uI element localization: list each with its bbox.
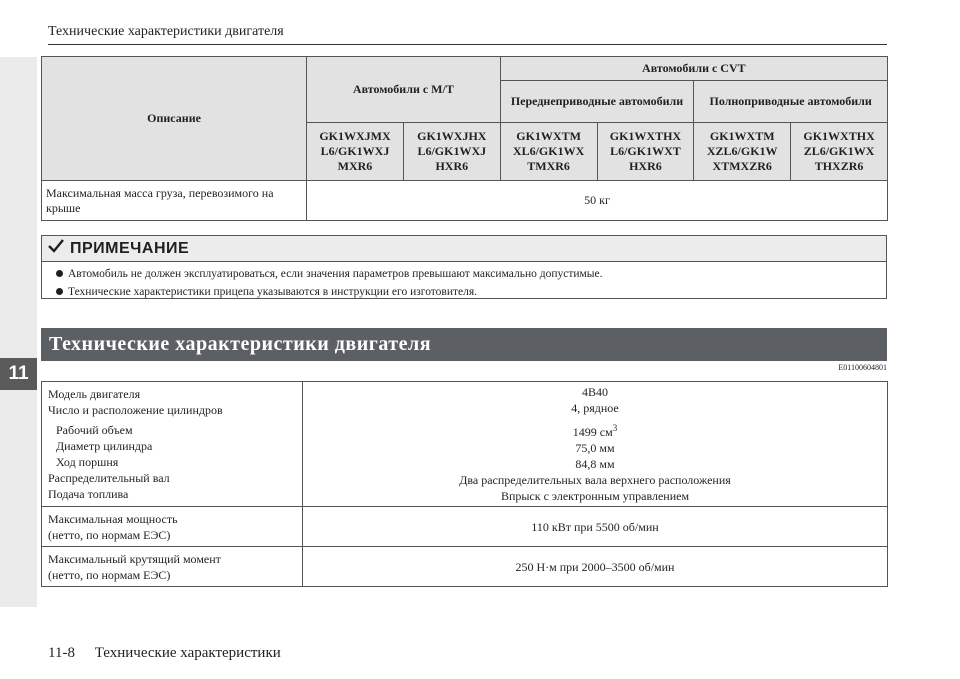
note-item: Автомобиль не должен эксплуатироваться, если значения параметров превышают максимально допустимые. [56,265,876,283]
roof-load-label: Максимальная масса груза, перевозимого на крыше [42,181,307,221]
note-item: Технические характеристики прицепа указываются в инструкции его изготовителя. [56,283,876,301]
spec-label: Подача топлива [48,487,129,501]
spec-label: Диаметр цилиндра [56,439,153,453]
spec-label: Рабочий объем [56,423,133,437]
mt-header: Автомобили с M/T [307,57,501,123]
spec-label: Число и расположение цилиндров [48,403,223,417]
spec-superscript: 3 [612,423,618,433]
engine-values [303,382,888,507]
spec-value: 1499 см [572,425,613,439]
note-header [42,236,886,262]
spec-label: Распределительный вал [48,471,170,485]
section-code: E01100604801 [838,363,887,372]
spec-label: (нетто, по нормам ЕЭС) [48,527,171,542]
awd-header: Полноприводные автомобили [694,81,888,123]
model-code: GK1WXTM XL6/GK1WX TMXR6 [500,123,597,181]
cvt-header: Автомобили с CVT [500,57,887,81]
spec-value: 4, рядное [571,401,619,415]
spec-value-displacement [309,420,881,440]
note-title: ПРИМЕЧАНИЕ [70,239,190,257]
chapter-sidebar [0,57,37,607]
spec-value: Впрыск с электронным управлением [500,489,690,503]
fwd-header: Переднеприводные автомобили [500,81,694,123]
torque-label [42,547,303,587]
page-footer [48,645,281,662]
page-number: 11-8 [48,645,75,661]
footer-title: Технические характеристики [94,645,281,661]
spec-label: (нетто, по нормам ЕЭС) [48,567,171,582]
spec-label: Модель двигателя [48,387,141,401]
spec-label: Максимальная мощность [48,511,178,526]
power-value: 110 кВт при 5500 об/мин [303,507,888,547]
model-code: GK1WXJHX L6/GK1WXJ HXR6 [403,123,500,181]
model-code: GK1WXJMX L6/GK1WXJ MXR6 [307,123,404,181]
torque-value: 250 Н·м при 2000–3500 об/мин [303,547,888,587]
note-check-icon [48,239,64,258]
section-title: Технические характеристики двигателя [41,328,887,361]
description-header: Описание [42,57,307,181]
engine-labels [42,382,303,507]
model-code: GK1WXTHX L6/GK1WXT HXR6 [597,123,694,181]
running-header: Технические характеристики двигателя [48,24,284,39]
chapter-tab: 11 [0,358,37,390]
spec-value: 84,8 мм [575,457,615,471]
spec-value: 4B40 [581,385,608,399]
spec-value: 75,0 мм [575,441,615,455]
engine-spec-table [41,381,888,587]
spec-label: Ход поршня [56,455,119,469]
spec-value: Два распределительных вала верхнего расположения [459,473,731,487]
roof-load-value: 50 кг [307,181,888,221]
note-box [41,235,887,299]
model-code: GK1WXTHX ZL6/GK1WX THXZR6 [791,123,888,181]
note-list [42,262,886,301]
model-code: GK1WXTM XZL6/GK1W XTMXZR6 [694,123,791,181]
power-label [42,507,303,547]
header-rule [48,44,887,45]
roof-load-table [41,56,888,221]
spec-label: Максимальный крутящий момент [48,551,221,566]
